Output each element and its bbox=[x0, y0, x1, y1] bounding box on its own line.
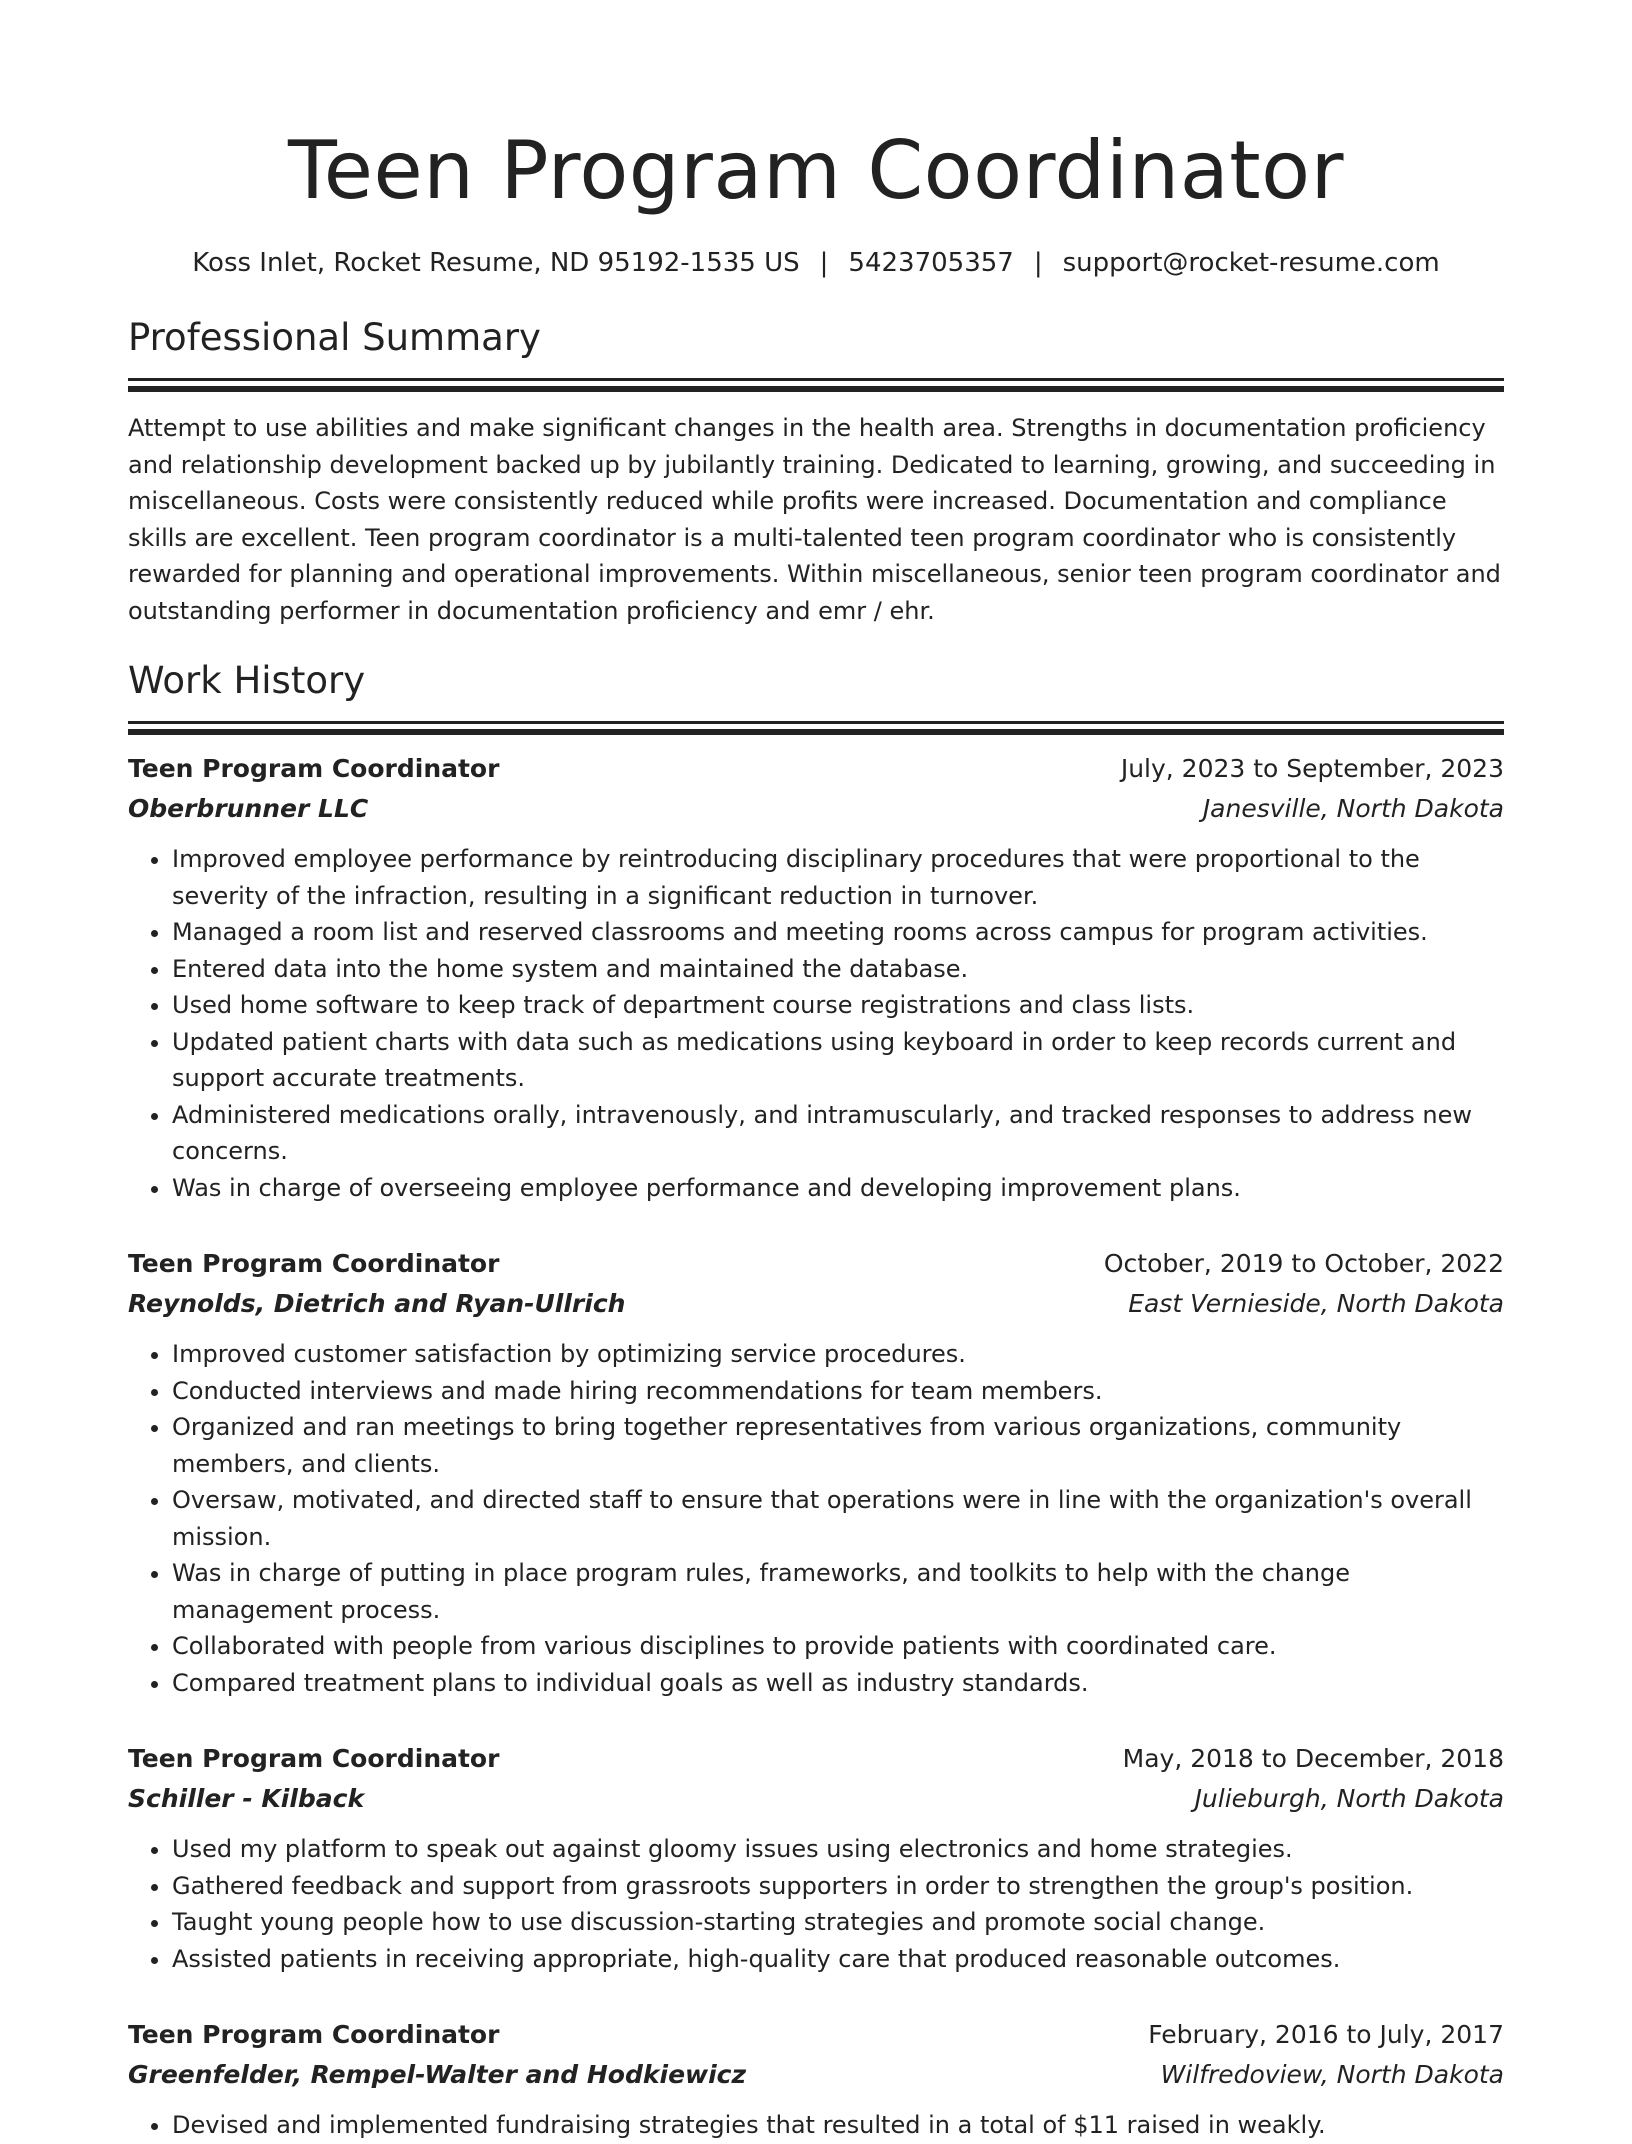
job-bullet: • Managed a room list and reserved classrooms and meeting rooms across campus for program activities. bbox=[172, 914, 1504, 951]
job-header-row bbox=[128, 749, 1504, 789]
job-company: Schiller - Kilback bbox=[128, 1784, 365, 1813]
job-bullet: • Devised and implemented fundraising strategies that resulted in a total of $11 raised in weakly. bbox=[172, 2107, 1504, 2144]
job-title: Teen Program Coordinator bbox=[128, 1249, 500, 1278]
job-bullet: • Used home software to keep track of department course registrations and class lists. bbox=[172, 987, 1504, 1024]
section-heading-summary: Professional Summary bbox=[128, 316, 541, 359]
contact-phone: 5423705357 bbox=[848, 248, 1014, 278]
job-bullet: • Organized and ran meetings to bring together representatives from various organizations, community members, and clients. bbox=[172, 1409, 1504, 1482]
job-bullet: • Entered data into the home system and maintained the database. bbox=[172, 951, 1504, 988]
job-bullet-list bbox=[128, 1831, 1504, 1977]
job-bullet: • Administered medications orally, intravenously, and intramuscularly, and tracked responses to address new concerns. bbox=[172, 1097, 1504, 1170]
job-title: Teen Program Coordinator bbox=[128, 1744, 500, 1773]
job-dates: October, 2019 to October, 2022 bbox=[1103, 1249, 1504, 1278]
job-bullet-list bbox=[128, 1336, 1504, 1701]
job-bullet: • Compared treatment plans to individual goals as well as industry standards. bbox=[172, 1665, 1504, 1702]
job-header-row bbox=[128, 2015, 1504, 2055]
job-bullet: • Assisted patients in receiving appropriate, high-quality care that produced reasonable outcomes. bbox=[172, 1941, 1504, 1978]
job-title: Teen Program Coordinator bbox=[128, 2020, 500, 2049]
job-bullet: • Was in charge of putting in place program rules, frameworks, and toolkits to help with the change management process. bbox=[172, 1555, 1504, 1628]
job-location: East Vernieside, North Dakota bbox=[1128, 1289, 1504, 1318]
job-title: Teen Program Coordinator bbox=[128, 754, 500, 783]
summary-text: Attempt to use abilities and make significant changes in the health area. Strengths in documentation proficiency and relationship development backed up by jubilantly training. Dedicated to learning, growing, and succeeding in miscellaneous. Costs were consistently reduced while profits were increased. Documentation and compliance skills are excellent. Teen program coordinator is a multi-talented teen program coordinator who is consistently rewarded for planning and operational improvements. Within miscellaneous, senior teen program coordinator and outstanding performer in documentation proficiency and emr / ehr. bbox=[128, 414, 1501, 625]
job-dates: July, 2023 to September, 2023 bbox=[1120, 754, 1504, 783]
job-bullet: • Taught young people how to use discussion-starting strategies and promote social change. bbox=[172, 1904, 1504, 1941]
job-bullet: • Used my platform to speak out against gloomy issues using electronics and home strategies. bbox=[172, 1831, 1504, 1868]
heading-rule-thick bbox=[128, 386, 1504, 392]
job-subheader-row bbox=[128, 789, 1504, 829]
job-entry bbox=[128, 749, 1504, 1206]
resume-page bbox=[128, 0, 1504, 2144]
job-bullet-list bbox=[128, 2107, 1504, 2144]
job-bullet: • Conducted interviews and made hiring recommendations for team members. bbox=[172, 1373, 1504, 1410]
job-location: Julieburgh, North Dakota bbox=[1194, 1784, 1504, 1813]
job-bullet: • Oversaw, motivated, and directed staff to ensure that operations were in line with the organization's overall mission. bbox=[172, 1482, 1504, 1555]
job-company: Greenfelder, Rempel-Walter and Hodkiewicz bbox=[128, 2060, 747, 2089]
job-bullet: • Gathered feedback and support from grassroots supporters in order to strengthen the group's position. bbox=[172, 1868, 1504, 1905]
job-bullet: • Collaborated with people from various disciplines to provide patients with coordinated care. bbox=[172, 1628, 1504, 1665]
contact-separator: | bbox=[1033, 248, 1043, 278]
job-subheader-row bbox=[128, 1284, 1504, 1324]
job-entry bbox=[128, 2015, 1504, 2144]
job-company: Reynolds, Dietrich and Ryan-Ullrich bbox=[128, 1289, 626, 1318]
contact-address: Koss Inlet, Rocket Resume, ND 95192-1535 US bbox=[192, 248, 800, 278]
job-location: Wilfredoview, North Dakota bbox=[1160, 2060, 1504, 2089]
job-subheader-row bbox=[128, 2055, 1504, 2095]
professional-summary-section bbox=[128, 314, 1504, 629]
job-subheader-row bbox=[128, 1779, 1504, 1819]
job-header-row bbox=[128, 1739, 1504, 1779]
job-company: Oberbrunner LLC bbox=[128, 794, 369, 823]
job-dates: February, 2016 to July, 2017 bbox=[1148, 2020, 1504, 2049]
contact-line bbox=[128, 246, 1504, 280]
job-bullet: • Was in charge of overseeing employee performance and developing improvement plans. bbox=[172, 1170, 1504, 1207]
resume-title: Teen Program Coordinator bbox=[288, 124, 1344, 217]
job-location: Janesville, North Dakota bbox=[1202, 794, 1504, 823]
heading-rule-thick bbox=[128, 729, 1504, 735]
work-history-section bbox=[128, 657, 1504, 2144]
job-bullet-list bbox=[128, 841, 1504, 1206]
job-bullet: • Improved employee performance by reintroducing disciplinary procedures that were proportional to the severity of the infraction, resulting in a significant reduction in turnover. bbox=[172, 841, 1504, 914]
job-entry bbox=[128, 1244, 1504, 1701]
contact-separator: | bbox=[819, 248, 829, 278]
job-entry bbox=[128, 1739, 1504, 1977]
contact-email: support@rocket-resume.com bbox=[1062, 248, 1440, 278]
job-bullet: • Improved customer satisfaction by optimizing service procedures. bbox=[172, 1336, 1504, 1373]
heading-rule-thin bbox=[128, 721, 1504, 724]
job-header-row bbox=[128, 1244, 1504, 1284]
heading-rule-thin bbox=[128, 378, 1504, 381]
job-dates: May, 2018 to December, 2018 bbox=[1122, 1744, 1504, 1773]
section-heading-work: Work History bbox=[128, 659, 366, 702]
job-bullet: • Updated patient charts with data such as medications using keyboard in order to keep records current and support accurate treatments. bbox=[172, 1024, 1504, 1097]
